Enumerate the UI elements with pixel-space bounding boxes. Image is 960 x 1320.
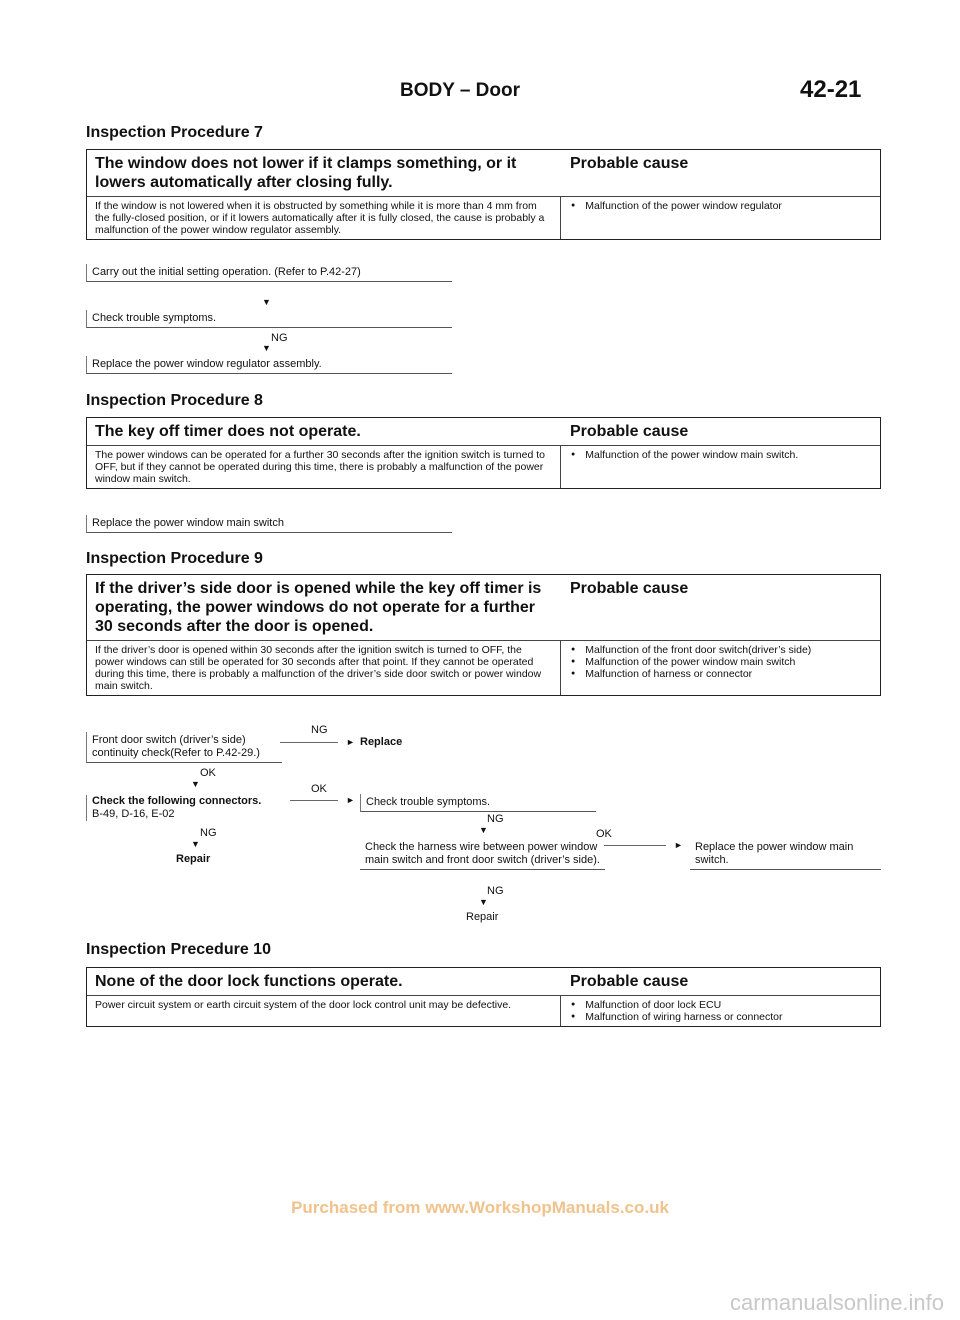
arrow-down-icon: ▼ (262, 297, 271, 307)
procedure-7-title: Inspection Procedure 7 (86, 124, 263, 141)
procedure-10-cause-label: Probable cause (570, 973, 689, 990)
flow-repair: Repair (176, 853, 211, 865)
procedure-8-step: Replace the power window main switch (86, 515, 452, 533)
procedure-10-cause: ● Malfunction of door lock ECU (571, 999, 870, 1011)
procedure-10-description: Power circuit system or earth circuit system of the door lock control unit may be defective. (95, 999, 512, 1011)
flow-step-connector-list: B-49, D-16, E-02 (92, 808, 175, 820)
flow-replace: Replace (360, 736, 403, 748)
procedure-10-heading: None of the door lock functions operate. (95, 973, 403, 990)
procedure-9-title: Inspection Procedure 9 (86, 550, 263, 567)
procedure-7-step-3: Replace the power window regulator assembly. (86, 356, 452, 374)
section-header: BODY – Door (400, 80, 521, 101)
procedure-7-cause-label: Probable cause (570, 155, 689, 172)
procedure-8-title: Inspection Procedure 8 (86, 392, 263, 409)
procedure-9-cause: ● Malfunction of harness or connector (571, 668, 870, 680)
arrow-right-icon: ► (674, 840, 683, 850)
ng-label: NG (487, 885, 504, 897)
ok-label: OK (596, 828, 612, 840)
ng-label: NG (487, 813, 504, 825)
procedure-10-table (86, 967, 881, 1027)
procedure-7-description: If the window is not lowered when it is obstructed by something while it is more than 4 mm from the fully-closed position, or if it lowers automatically after it is fully closed, the cause is probably a malfunction of the power window regulator assembly. (95, 200, 545, 236)
ok-label: OK (311, 783, 327, 795)
ok-label: OK (200, 767, 216, 779)
procedure-9-cause: ● Malfunction of the power window main switch (571, 656, 870, 668)
procedure-7-cause: ● Malfunction of the power window regulator (571, 200, 870, 212)
flow-replace-main-switch: Replace the power window main switch. (690, 839, 881, 870)
procedure-8-heading: The key off timer does not operate. (95, 423, 361, 440)
procedure-8-cause-label: Probable cause (570, 423, 689, 440)
procedure-9-cause-label: Probable cause (570, 580, 689, 597)
flow-step-check-harness: Check the harness wire between power window main switch and front door switch (driver’s side). (360, 839, 605, 870)
procedure-9-heading: If the driver’s side door is opened while the key off timer is operating, the power windows do not operate for a further 30 seconds after the door is opened. (95, 580, 542, 635)
procedure-9-description: If the driver’s door is opened within 30 seconds after the ignition switch is turned to OFF, the power windows can still be operated for 30 seconds after that point. If they cannot be operated during this time, there is probably a malfunction of the driver’s side door switch or power window main switch. (95, 644, 542, 692)
footer-purchase-note: Purchased from www.WorkshopManuals.co.uk (291, 1198, 669, 1217)
ng-label: NG (271, 332, 288, 344)
flow-connector (280, 742, 338, 743)
arrow-right-icon: ► (346, 737, 355, 747)
arrow-down-icon: ▼ (479, 825, 488, 835)
procedure-7-table (86, 149, 881, 240)
procedure-7-step-1: Carry out the initial setting operation. (Refer to P.42-27) (86, 264, 452, 282)
arrow-down-icon: ▼ (262, 343, 271, 353)
flow-connector (290, 800, 338, 801)
flow-repair-2: Repair (466, 911, 499, 923)
flow-step-check-connectors-title: Check the following connectors. (92, 795, 262, 807)
arrow-down-icon: ▼ (191, 839, 200, 849)
procedure-7-step-2: Check trouble symptoms. (86, 310, 452, 328)
procedure-10-title: Inspection Precedure 10 (86, 941, 271, 958)
flow-connector (604, 845, 666, 846)
procedure-10-cause: ● Malfunction of wiring harness or connector (571, 1011, 870, 1023)
procedure-9-table (86, 574, 881, 696)
ng-label: NG (200, 827, 217, 839)
watermark: carmanualsonline.info (730, 1290, 945, 1315)
page-number: 42-21 (800, 76, 862, 103)
arrow-right-icon: ► (346, 795, 355, 805)
arrow-down-icon: ▼ (479, 897, 488, 907)
flow-step-front-door-switch: Front door switch (driver’s side) continuity check(Refer to P.42-29.) (86, 732, 282, 763)
ng-label: NG (311, 724, 328, 736)
procedure-8-table (86, 417, 881, 489)
flow-step-check-symptoms: Check trouble symptoms. (360, 794, 596, 812)
procedure-9-cause: ● Malfunction of the front door switch(driver’s side) (571, 644, 870, 656)
arrow-down-icon: ▼ (191, 779, 200, 789)
procedure-8-description: The power windows can be operated for a further 30 seconds after the ignition switch is turned to OFF, but if they cannot be operated during this time, there is probably a malfunction of the power window main switch. (95, 449, 546, 485)
flow-step-check-connectors (86, 795, 261, 821)
procedure-8-cause: ● Malfunction of the power window main switch. (571, 449, 870, 461)
procedure-7-heading: The window does not lower if it clamps something, or it lowers automatically after closing fully. (95, 155, 517, 191)
